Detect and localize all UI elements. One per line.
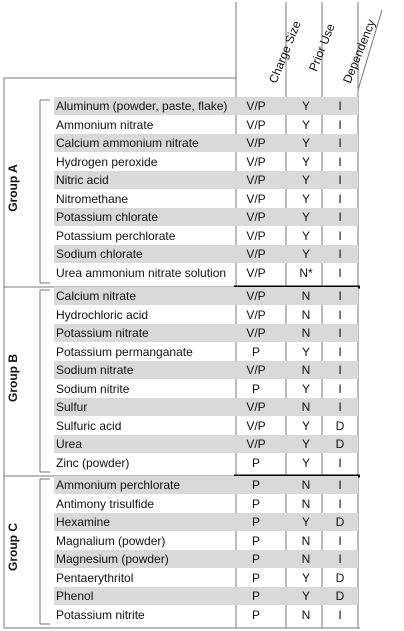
- prior-use-cell: Y: [301, 247, 310, 261]
- charge-size-cell: V/P: [246, 210, 266, 224]
- dependency-cell: I: [338, 247, 342, 261]
- substance-name-cell: Sulfur: [56, 400, 88, 414]
- charge-size-cell: P: [251, 552, 260, 566]
- table-row: [54, 532, 358, 550]
- prior-use-cell: Y: [301, 117, 310, 132]
- substance-name-cell: Urea: [56, 437, 83, 451]
- table-row: [54, 435, 358, 453]
- charge-size-cell: V/P: [246, 437, 266, 451]
- dependency-cell: I: [338, 265, 342, 280]
- dependency-cell: I: [338, 455, 342, 470]
- dependency-cell: I: [338, 154, 342, 169]
- dependency-cell: D: [335, 570, 345, 585]
- prior-use-cell: Y: [301, 99, 310, 113]
- prior-use-cell: Y: [301, 154, 310, 169]
- charge-size-cell: V/P: [246, 265, 266, 280]
- charge-size-cell: V/P: [246, 307, 266, 322]
- table-row: [54, 227, 358, 245]
- header-prior-use: Prior Use: [306, 21, 338, 74]
- group-label-a: Group A: [6, 164, 20, 212]
- dependency-cell: I: [338, 210, 342, 224]
- substance-name-cell: Magnalium (powder): [56, 533, 166, 548]
- substance-name-cell: Magnesium (powder): [56, 552, 169, 566]
- table-row: [54, 116, 358, 134]
- prior-use-cell: N: [301, 363, 311, 377]
- substance-name-cell: Sodium chlorate: [56, 247, 143, 261]
- substance-name-cell: Hexamine: [56, 515, 111, 529]
- table-row: [54, 417, 358, 435]
- charge-size-cell: P: [251, 589, 260, 603]
- prior-use-cell: N: [301, 478, 311, 492]
- charge-size-cell: P: [251, 533, 260, 548]
- prior-use-cell: Y: [301, 589, 310, 603]
- prior-use-cell: Y: [301, 344, 310, 359]
- charge-size-cell: P: [251, 570, 260, 585]
- table-row: [54, 343, 358, 361]
- substance-name-cell: Urea ammonium nitrate solution: [56, 265, 227, 280]
- dependency-cell: I: [338, 381, 342, 396]
- prior-use-cell: Y: [301, 136, 310, 150]
- substance-name-cell: Sulfuric acid: [56, 418, 122, 433]
- charge-size-cell: P: [251, 478, 260, 492]
- table-row: [54, 495, 358, 513]
- substance-name-cell: Potassium chlorate: [56, 210, 159, 224]
- prior-use-cell: N: [301, 533, 311, 548]
- substance-name-cell: Zinc (powder): [56, 455, 130, 470]
- charge-size-cell: V/P: [246, 228, 266, 243]
- substance-name-cell: Potassium nitrate: [56, 326, 149, 340]
- dependency-cell: I: [338, 136, 342, 150]
- dependency-cell: I: [338, 191, 342, 206]
- substance-name-cell: Aluminum (powder, paste, flake): [56, 99, 228, 113]
- substance-name-cell: Sodium nitrite: [56, 381, 130, 396]
- substance-name-cell: Calcium nitrate: [56, 289, 137, 303]
- prior-use-cell: Y: [301, 515, 310, 529]
- table-row: [54, 569, 358, 587]
- header-charge-size: Charge Size: [266, 18, 304, 86]
- dependency-cell: D: [335, 589, 345, 603]
- prior-use-cell: N: [301, 552, 311, 566]
- charge-size-cell: V/P: [246, 247, 266, 261]
- substance-name-cell: Potassium permanganate: [56, 344, 193, 359]
- dependency-cell: D: [335, 437, 345, 451]
- table-row: [54, 550, 358, 568]
- charge-size-cell: P: [251, 515, 260, 529]
- dependency-cell: I: [338, 533, 342, 548]
- charge-size-cell: V/P: [246, 173, 266, 187]
- charge-size-cell: P: [251, 455, 260, 470]
- table-row: [54, 306, 358, 324]
- prior-use-cell: N: [301, 289, 311, 303]
- dependency-cell: I: [338, 496, 342, 511]
- table-row: [54, 153, 358, 171]
- dependency-cell: I: [338, 117, 342, 132]
- dependency-cell: I: [338, 228, 342, 243]
- table-row: [54, 454, 358, 472]
- prior-use-cell: Y: [301, 191, 310, 206]
- charge-size-cell: P: [251, 381, 260, 396]
- prior-use-cell: N: [301, 400, 311, 414]
- prior-use-cell: Y: [301, 210, 310, 224]
- dependency-cell: I: [338, 326, 342, 340]
- table-row: [54, 171, 358, 189]
- table-row: [54, 208, 358, 226]
- table-row: [54, 398, 358, 416]
- table-row: [54, 587, 358, 605]
- charge-size-cell: V/P: [246, 326, 266, 340]
- table-row: [54, 380, 358, 398]
- dependency-cell: I: [338, 99, 342, 113]
- charge-size-cell: V/P: [246, 289, 266, 303]
- substance-name-cell: Potassium nitrite: [56, 607, 145, 622]
- prior-use-cell: Y: [301, 437, 310, 451]
- charge-size-cell: P: [251, 496, 260, 511]
- charge-size-cell: V/P: [246, 154, 266, 169]
- dependency-cell: I: [338, 552, 342, 566]
- substance-name-cell: Pentaerythritol: [56, 570, 134, 585]
- prior-use-cell: Y: [301, 228, 310, 243]
- prior-use-cell: Y: [301, 570, 310, 585]
- prior-use-cell: N: [301, 496, 311, 511]
- charge-size-cell: P: [251, 607, 260, 622]
- dependency-cell: I: [338, 400, 342, 414]
- table-row: [54, 324, 358, 342]
- charge-size-cell: V/P: [246, 191, 266, 206]
- prior-use-cell: Y: [301, 173, 310, 187]
- charge-size-cell: V/P: [246, 400, 266, 414]
- table-row: [54, 264, 358, 282]
- prior-use-cell: N*: [299, 265, 313, 280]
- table-row: [54, 97, 358, 115]
- prior-use-cell: N: [301, 326, 311, 340]
- charge-size-cell: V/P: [246, 418, 266, 433]
- dependency-cell: D: [335, 515, 345, 529]
- table-row: [54, 245, 358, 263]
- dependency-cell: I: [338, 607, 342, 622]
- table-row: [54, 606, 358, 624]
- table-row: [54, 287, 358, 305]
- charge-size-cell: V/P: [246, 99, 266, 113]
- dependency-cell: I: [338, 173, 342, 187]
- charge-size-cell: P: [251, 344, 260, 359]
- table-row: [54, 134, 358, 152]
- dependency-cell: I: [338, 344, 342, 359]
- substance-name-cell: Calcium ammonium nitrate: [56, 136, 199, 150]
- table-row: [54, 190, 358, 208]
- table-row: [54, 513, 358, 531]
- charge-size-cell: V/P: [246, 136, 266, 150]
- group-label-c: Group C: [6, 523, 20, 571]
- substance-name-cell: Phenol: [56, 589, 94, 603]
- prior-use-cell: Y: [301, 381, 310, 396]
- substance-name-cell: Hydrogen peroxide: [56, 154, 158, 169]
- group-label-b: Group B: [6, 354, 20, 402]
- dependency-cell: I: [338, 363, 342, 377]
- table-row: [54, 361, 358, 379]
- dependency-cell: I: [338, 307, 342, 322]
- header-dependency: Dependency: [340, 17, 379, 86]
- substance-name-cell: Ammonium perchlorate: [56, 478, 181, 492]
- dependency-cell: I: [338, 289, 342, 303]
- substance-name-cell: Hydrochloric acid: [56, 307, 149, 322]
- substance-name-cell: Nitric acid: [56, 173, 109, 187]
- charge-size-cell: V/P: [246, 117, 266, 132]
- substance-name-cell: Antimony trisulfide: [56, 496, 155, 511]
- prior-use-cell: N: [301, 607, 311, 622]
- substance-name-cell: Nitromethane: [56, 191, 129, 206]
- dependency-cell: I: [338, 478, 342, 492]
- prior-use-cell: Y: [301, 418, 310, 433]
- prior-use-cell: N: [301, 307, 311, 322]
- substance-name-cell: Ammonium nitrate: [56, 117, 154, 132]
- table-row: [54, 476, 358, 494]
- charge-size-cell: V/P: [246, 363, 266, 377]
- substance-name-cell: Potassium perchlorate: [56, 228, 176, 243]
- prior-use-cell: Y: [301, 455, 310, 470]
- dependency-cell: D: [335, 418, 345, 433]
- substance-name-cell: Sodium nitrate: [56, 363, 134, 377]
